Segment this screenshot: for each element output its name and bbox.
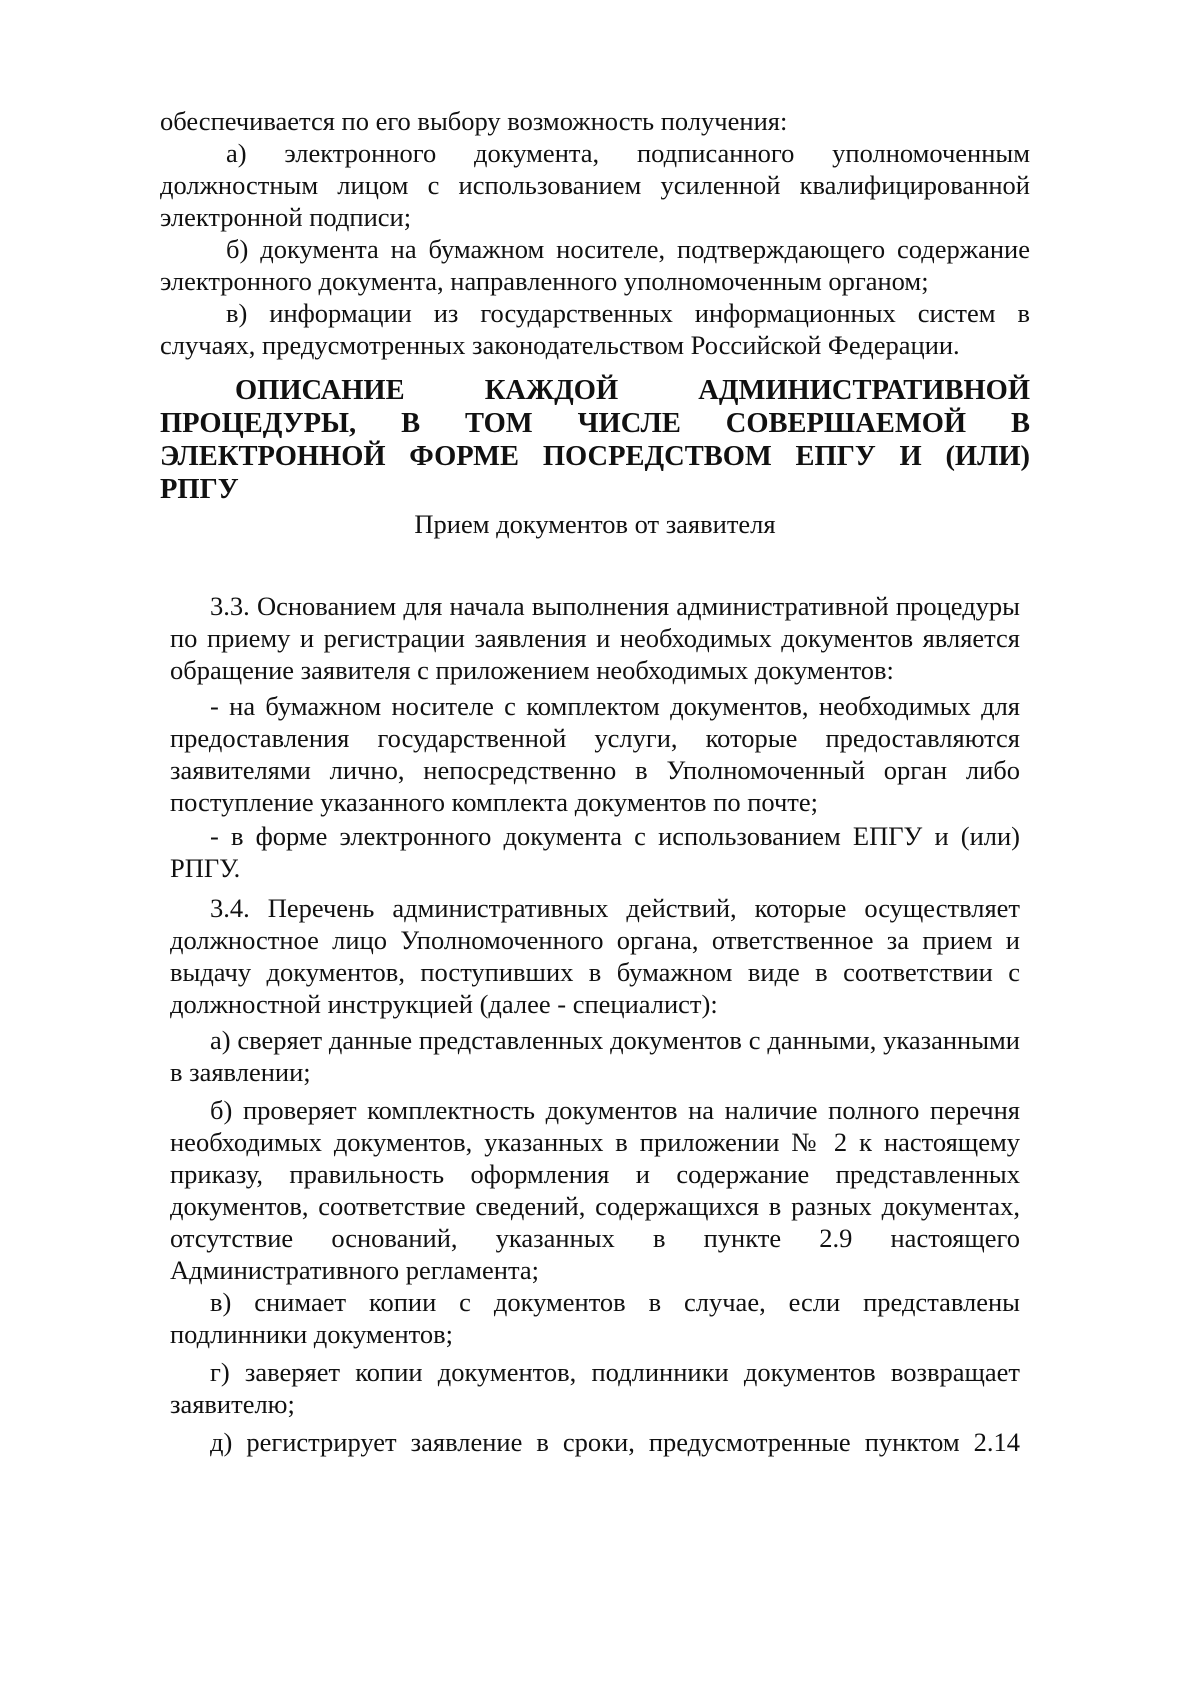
paragraph-3-4: 3.4. Перечень административных действий, которые осуществляет должностное лицо Уполномоченного органа, ответственное за прием и выдачу документов, поступивших в бумажном виде в соответствии с должностной инструкцией (далее - специалист):	[170, 893, 1020, 1019]
subheading: Прием документов от заявителя	[414, 509, 776, 539]
intro-item-b: б) документа на бумажном носителе, подтверждающего содержание электронного документа, направленного уполномоченным органом;	[160, 234, 1030, 296]
paragraph-item-d: д) регистрирует заявление в сроки, предусмотренные пунктом 2.14	[210, 1427, 1020, 1457]
paragraph-paper: - на бумажном носителе с комплектом документов, необходимых для предоставления государственной услуги, которые предоставляются заявителями лично, непосредственно в Уполномоченный орган либо поступление указанного комплекта документов по почте;	[170, 691, 1020, 817]
paragraph-item-a: а) сверяет данные представленных документов с данными, указанными в заявлении;	[170, 1025, 1020, 1087]
intro-lead: обеспечивается по его выбору возможность получения:	[160, 106, 788, 136]
intro-item-c: в) информации из государственных информационных систем в случаях, предусмотренных законодательством Российской Федерации.	[160, 298, 1030, 360]
section-heading: ОПИСАНИЕ КАЖДОЙ АДМИНИСТРАТИВНОЙ ПРОЦЕДУРЫ, В ТОМ ЧИСЛЕ СОВЕРШАЕМОЙ В ЭЛЕКТРОННОЙ ФОРМЕ ПОСРЕДСТВОМ ЕПГУ И (ИЛИ) РПГУ	[160, 375, 1030, 505]
intro-item-a: а) электронного документа, подписанного уполномоченным должностным лицом с использованием усиленной квалифицированной электронной подписи;	[160, 138, 1030, 232]
paragraph-item-b: б) проверяет комплектность документов на наличие полного перечня необходимых документов, указанных в приложении № 2 к настоящему приказу, правильность оформления и содержание представленных документов, соответствие сведений, содержащихся в разных документах, отсутствие оснований, указанных в пункте 2.9 настоящего Административного регламента;	[170, 1095, 1020, 1285]
paragraph-3-3: 3.3. Основанием для начала выполнения административной процедуры по приему и регистрации заявления и необходимых документов является обращение заявителя с приложением необходимых документов:	[170, 591, 1020, 685]
paragraph-electronic: - в форме электронного документа с использованием ЕПГУ и (или) РПГУ.	[170, 821, 1020, 883]
paragraph-item-v: в) снимает копии с документов в случае, если представлены подлинники документов;	[170, 1287, 1020, 1349]
paragraph-item-g: г) заверяет копии документов, подлинники документов возвращает заявителю;	[170, 1357, 1020, 1419]
